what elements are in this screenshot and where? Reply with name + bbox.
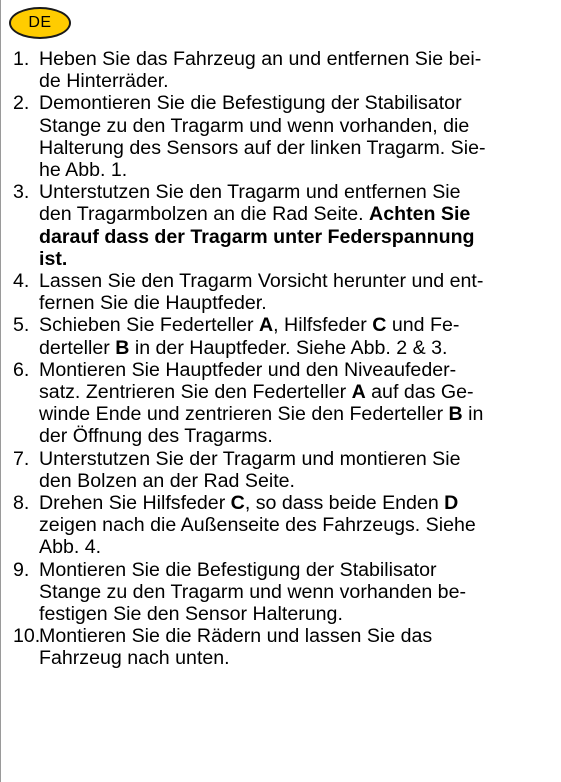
step-number: 10.	[13, 625, 41, 648]
step-text-line	[39, 292, 558, 314]
language-badge	[9, 7, 71, 39]
step-text-line	[39, 381, 558, 403]
step-text-line	[39, 448, 558, 470]
step-text-line	[39, 425, 558, 447]
step-text-bold: Achten Sie	[369, 203, 471, 226]
step-text-segment: in der Hauptfeder. Siehe Abb. 2 & 3.	[129, 336, 448, 359]
step-text-segment: Demontieren Sie die Befestigung der Stabilisator	[39, 92, 462, 115]
step-text-segment: Montieren Sie die Rädern und lassen Sie das	[39, 625, 433, 648]
step-text-bold: B	[448, 403, 463, 426]
step-text-segment: he Abb. 1.	[39, 159, 128, 182]
step-text-segment: Unterstutzen Sie den Tragarm und entfernen Sie	[39, 181, 461, 204]
step-number: 4.	[13, 270, 30, 293]
step-text-line	[39, 115, 558, 137]
step-text-bold: C	[372, 314, 387, 337]
step-text-segment: de Hinterräder.	[39, 70, 169, 93]
step-text-segment: Abb. 4.	[39, 536, 102, 559]
step-text	[39, 270, 558, 314]
step-text-segment: Montieren Sie die Befestigung der Stabilisator	[39, 558, 437, 581]
instruction-step	[13, 559, 558, 626]
step-text-line	[39, 314, 558, 336]
step-text	[39, 492, 558, 559]
step-number: 5.	[13, 314, 30, 337]
step-text-line	[39, 536, 558, 558]
step-number: 6.	[13, 358, 30, 381]
instruction-step	[13, 92, 558, 181]
instruction-step	[13, 359, 558, 448]
step-number: 2.	[13, 92, 30, 115]
step-text-line	[39, 248, 558, 270]
step-text-bold: ist.	[39, 247, 68, 270]
step-text-line	[39, 137, 558, 159]
step-text	[39, 448, 558, 492]
step-text	[39, 92, 558, 181]
instruction-step	[13, 492, 558, 559]
step-text-line	[39, 226, 558, 248]
instruction-step	[13, 625, 558, 669]
step-number: 7.	[13, 447, 30, 470]
step-number: 3.	[13, 181, 30, 204]
step-text-bold: D	[444, 492, 459, 515]
step-text-line	[39, 603, 558, 625]
step-text-segment: winde Ende und zentrieren Sie den Federteller	[39, 403, 449, 426]
step-text-segment: satz. Zentrieren Sie den Federteller	[39, 381, 352, 404]
instruction-step	[13, 270, 558, 314]
instruction-steps-list	[13, 48, 558, 670]
step-text	[39, 359, 558, 448]
step-text-line	[39, 625, 558, 647]
step-text-bold: A	[259, 314, 274, 337]
step-text-bold: darauf dass der Tragarm unter Federspannung	[39, 225, 475, 248]
step-text-segment: Unterstutzen Sie der Tragarm und montieren Sie	[39, 447, 461, 470]
step-text-line	[39, 403, 558, 425]
instruction-step	[13, 448, 558, 492]
step-text-line	[39, 181, 558, 203]
step-text-segment: Schieben Sie Federteller	[39, 314, 260, 337]
instruction-step	[13, 48, 558, 92]
step-text-line	[39, 159, 558, 181]
step-text-line	[39, 647, 558, 669]
step-text-segment: den Bolzen an der Rad Seite.	[39, 469, 295, 492]
step-text-segment: Heben Sie das Fahrzeug an und entfernen Sie bei-	[39, 48, 482, 70]
step-text	[39, 314, 558, 358]
step-text-segment: den Tragarmbolzen an die Rad Seite.	[39, 203, 370, 226]
step-text-segment: in	[462, 403, 484, 426]
step-text	[39, 559, 558, 626]
step-text-line	[39, 514, 558, 536]
step-number: 9.	[13, 558, 30, 581]
step-text-bold: A	[351, 381, 366, 404]
step-number: 8.	[13, 492, 30, 515]
step-text	[39, 48, 558, 92]
step-text-segment: Fahrzeug nach unten.	[39, 647, 230, 670]
step-text-line	[39, 492, 558, 514]
step-text-bold: B	[115, 336, 130, 359]
step-text-line	[39, 337, 558, 359]
step-text-segment: auf das Ge-	[365, 381, 474, 404]
step-text-segment: Stange zu den Tragarm und wenn vorhanden, die	[39, 114, 470, 137]
step-text-segment: zeigen nach die Außenseite des Fahrzeugs. Siehe	[39, 514, 476, 537]
step-number: 1.	[13, 48, 30, 70]
step-text-segment: Montieren Sie Hauptfeder und den Niveaufeder-	[39, 358, 457, 381]
step-text-segment: Lassen Sie den Tragarm Vorsicht herunter und ent-	[39, 270, 484, 293]
step-text-segment: Drehen Sie Hilfsfeder	[39, 492, 231, 515]
instruction-step	[13, 181, 558, 270]
step-text-line	[39, 559, 558, 581]
step-text-segment: Stange zu den Tragarm und wenn vorhanden be-	[39, 580, 466, 603]
step-text-segment: fernen Sie die Hauptfeder.	[39, 292, 267, 315]
step-text-line	[39, 92, 558, 114]
step-text-line	[39, 70, 558, 92]
step-text-bold: C	[230, 492, 245, 515]
step-text-line	[39, 48, 558, 70]
step-text-segment: Halterung des Sensors auf der linken Tragarm. Sie-	[39, 136, 486, 159]
language-badge-label: DE	[28, 14, 52, 31]
step-text-line	[39, 203, 558, 225]
step-text-segment: und Fe-	[386, 314, 460, 337]
instruction-step	[13, 314, 558, 358]
step-text-line	[39, 359, 558, 381]
step-text-segment: , Hilfsfeder	[273, 314, 373, 337]
step-text-line	[39, 470, 558, 492]
step-text-segment: derteller	[39, 336, 116, 359]
step-text-line	[39, 581, 558, 603]
step-text-segment: , so dass beide Enden	[244, 492, 445, 515]
step-text-segment: der Öffnung des Tragarms.	[39, 425, 273, 448]
step-text-line	[39, 270, 558, 292]
step-text	[39, 181, 558, 270]
step-text	[39, 625, 558, 669]
step-text-segment: festigen Sie den Sensor Halterung.	[39, 603, 343, 626]
